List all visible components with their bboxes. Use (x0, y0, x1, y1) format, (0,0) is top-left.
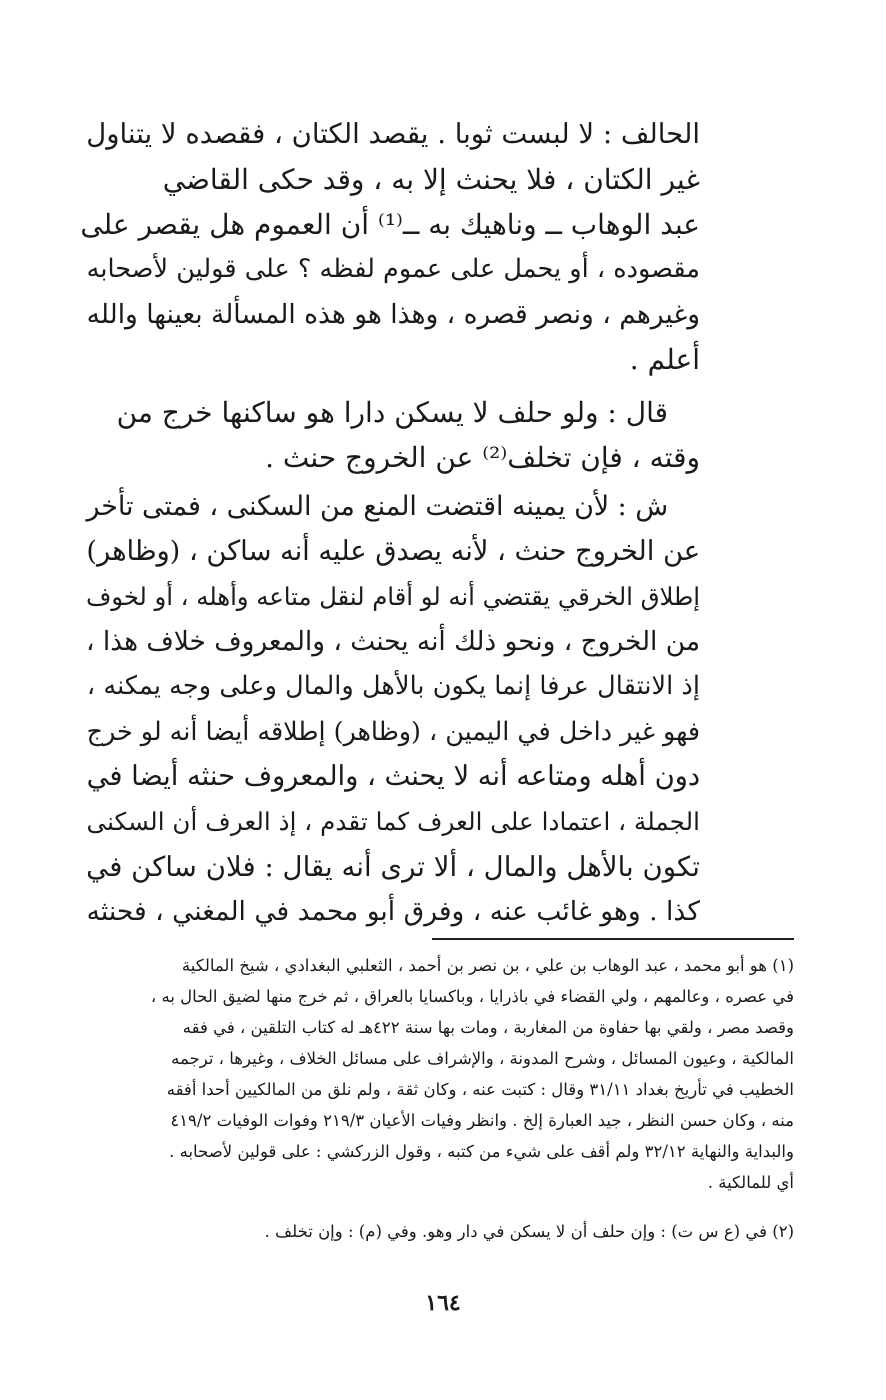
text-line: إذ الانتقال عرفا إنما يكون بالأهل والمال وعلى وجه يمكنه ، (86, 671, 700, 701)
text-line: وغيرهم ، ونصر قصره ، وهذا هو هذه المسألة بعينها والله (86, 299, 700, 330)
footnote-line: وقصد مصر ، ولقي بها حفاوة من المغاربة ، ومات بها سنة ٤٢٢هـ له كتاب التلقين ، في فقه (182, 1018, 794, 1037)
text-line: أعلم . (629, 343, 700, 376)
footnote-line: المالكية ، وعيون المسائل ، وشرح المدونة ، والإشراف على مسائل الخلاف ، وغيرها ، ترجمه (171, 1049, 794, 1068)
text-line: إطلاق الخرقي يقتضي أنه لو أقام لنقل متاعه وأهله ، أو لخوف (86, 582, 700, 611)
text-line: تكون بالأهل والمال ، ألا ترى أنه يقال : فلان ساكن في (86, 850, 700, 883)
page-number: ١٦٤ (425, 1290, 461, 1316)
text-line: عبد الوهاب ــ وناهيك به ــ⁽¹⁾ أن العموم هل يقصر على (80, 208, 700, 241)
footnote-line: في عصره ، وعالمهم ، ولي القضاء في باذرايا ، وباكسايا بالعراق ، ثم خرج منها لضيق الحال به ، (150, 987, 794, 1006)
footnote-line: الخطيب في تأريخ بغداد ٣١/١١ وقال : كتبت عنه ، وكان ثقة ، ولم نلق من المالكيين أحدا أفقه (166, 1080, 794, 1099)
footnote-divider (432, 938, 794, 940)
footnote-line: والبداية والنهاية ٣٢/١٢ ولم أقف على شيء من كتبه ، وقول الزركشي : على قولين لأصحابه . (169, 1142, 794, 1161)
text-line: غير الكتان ، فلا يحنث إلا به ، وقد حكى القاضي (162, 163, 700, 196)
text-line: فهو غير داخل في اليمين ، (وظاهر) إطلاقه أيضا أنه لو خرج (86, 716, 700, 746)
footnote-1 (80, 950, 794, 1198)
text-line: الحالف : لا لبست ثوبا . يقصد الكتان ، فقصده لا يتناول (86, 118, 700, 150)
text-line: ش : لأن يمينه اقتضت المنع من السكنى ، فمتى تأخر (86, 491, 668, 522)
text-line: دون أهله ومتاعه أنه لا يحنث ، والمعروف حنثه أيضا في (86, 761, 700, 792)
footnote-2 (80, 1216, 794, 1247)
paragraph-2 (80, 390, 700, 480)
text-line: وقته ، فإن تخلف⁽²⁾ عن الخروج حنث . (265, 441, 700, 474)
text-line: مقصوده ، أو يحمل على عموم لفظه ؟ على قولين لأصحابه (86, 254, 700, 284)
text-line: الجملة ، اعتمادا على العرف كما تقدم ، إذ العرف أن السكنى (86, 807, 700, 836)
footnote-line: أي للمالكية . (707, 1173, 794, 1192)
paragraph-1 (80, 112, 700, 382)
footnote-line: (١) هو أبو محمد ، عبد الوهاب بن علي ، بن نصر بن أحمد ، الثعلبي البغدادي ، شيخ المالكية (181, 956, 794, 975)
footnote-line: (٢) في (ع س ت) : وإن حلف أن لا يسكن في دار وهو. وفي (م) : وإن تخلف . (264, 1222, 794, 1241)
footnote-line: منه ، وكان حسن النظر ، جيد العبارة إلخ . وانظر وفيات الأعيان ٢١٩/٣ وفوات الوفيات ٤١٩/٢ (170, 1111, 794, 1130)
text-line: كذا . وهو غائب عنه ، وفرق أبو محمد في المغني ، فحنثه (86, 896, 700, 927)
text-line: عن الخروج حنث ، لأنه يصدق عليه أنه ساكن ، (وظاهر) (86, 536, 700, 567)
text-line: قال : ولو حلف لا يسكن دارا هو ساكنها خرج من (116, 396, 668, 429)
paragraph-3 (80, 484, 700, 934)
text-line: من الخروج ، ونحو ذلك أنه يحنث ، والمعروف خلاف هذا ، (86, 626, 700, 657)
